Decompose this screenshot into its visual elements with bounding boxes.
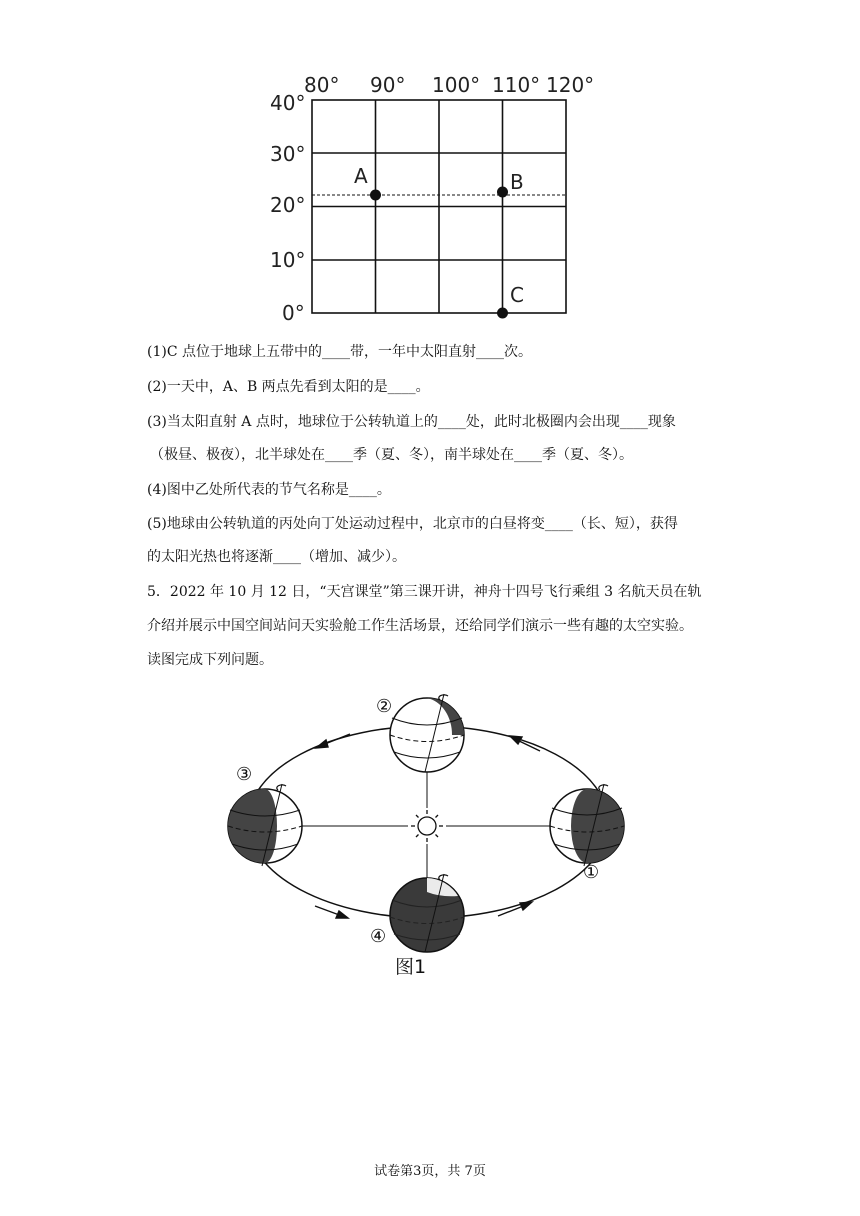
earth-position-2 <box>390 694 464 772</box>
question-3: (3)当太阳直射 A 点时，地球位于公转轨道上的____处，此时北极圈内会出现____现象 <box>147 414 676 430</box>
question-block-5-intro-cont: 介绍并展示中国空间站问天实验舱工作生活场景，还给同学们演示一些有趣的太空实验。 <box>147 618 693 634</box>
earth-position-4 <box>390 874 464 952</box>
position-label-4: ④ <box>370 926 387 947</box>
position-label-1: ① <box>583 862 600 883</box>
question-2: (2)一天中，A、B 两点先看到太阳的是____。 <box>147 379 430 395</box>
question-3-cont: （极昼、极夜），北半球处在____季（夏、冬），南半球处在____季（夏、冬）。 <box>150 447 633 463</box>
point-b-label: B <box>510 170 524 194</box>
question-4: (4)图中乙处所代表的节气名称是____。 <box>147 482 391 498</box>
sun-icon <box>411 810 443 842</box>
earth-orbit-figure <box>220 688 640 988</box>
position-label-2: ② <box>376 696 393 717</box>
point-b-marker <box>497 187 508 198</box>
question-block-5-intro-end: 读图完成下列问题。 <box>147 652 273 668</box>
position-label-3: ③ <box>236 764 253 785</box>
longitude-label: 100° <box>432 73 481 97</box>
point-a-marker <box>370 190 381 201</box>
longitude-label: 120° <box>546 73 595 97</box>
longitude-label: 110° <box>492 73 541 97</box>
earth-position-1 <box>550 784 624 866</box>
latitude-label: 20° <box>270 193 306 217</box>
latitude-label: 10° <box>270 248 306 272</box>
lat-lon-grid-figure <box>262 60 602 335</box>
question-block-5-intro: 5．2022 年 10 月 12 日，“天宫课堂”第三课开讲，神舟十四号飞行乘组 3 名航天员在轨 <box>147 584 702 600</box>
figure-caption: 图1 <box>395 956 427 978</box>
point-c-marker <box>497 308 508 319</box>
latitude-label: 0° <box>282 301 305 325</box>
question-5: (5)地球由公转轨道的丙处向丁处运动过程中，北京市的白昼将变____（长、短），获得 <box>147 516 678 532</box>
question-5-cont: 的太阳光热也将逐渐____（增加、减少）。 <box>147 549 406 565</box>
latitude-label: 30° <box>270 142 306 166</box>
longitude-label: 90° <box>370 73 406 97</box>
page-footer: 试卷第3页，共 7页 <box>374 1164 486 1179</box>
question-1: (1)C 点位于地球上五带中的____带，一年中太阳直射____次。 <box>147 344 532 360</box>
point-a-label: A <box>354 164 368 188</box>
point-c-label: C <box>510 283 524 307</box>
longitude-label: 80° <box>304 73 340 97</box>
earth-position-3 <box>228 784 302 866</box>
latitude-label: 40° <box>270 91 306 115</box>
